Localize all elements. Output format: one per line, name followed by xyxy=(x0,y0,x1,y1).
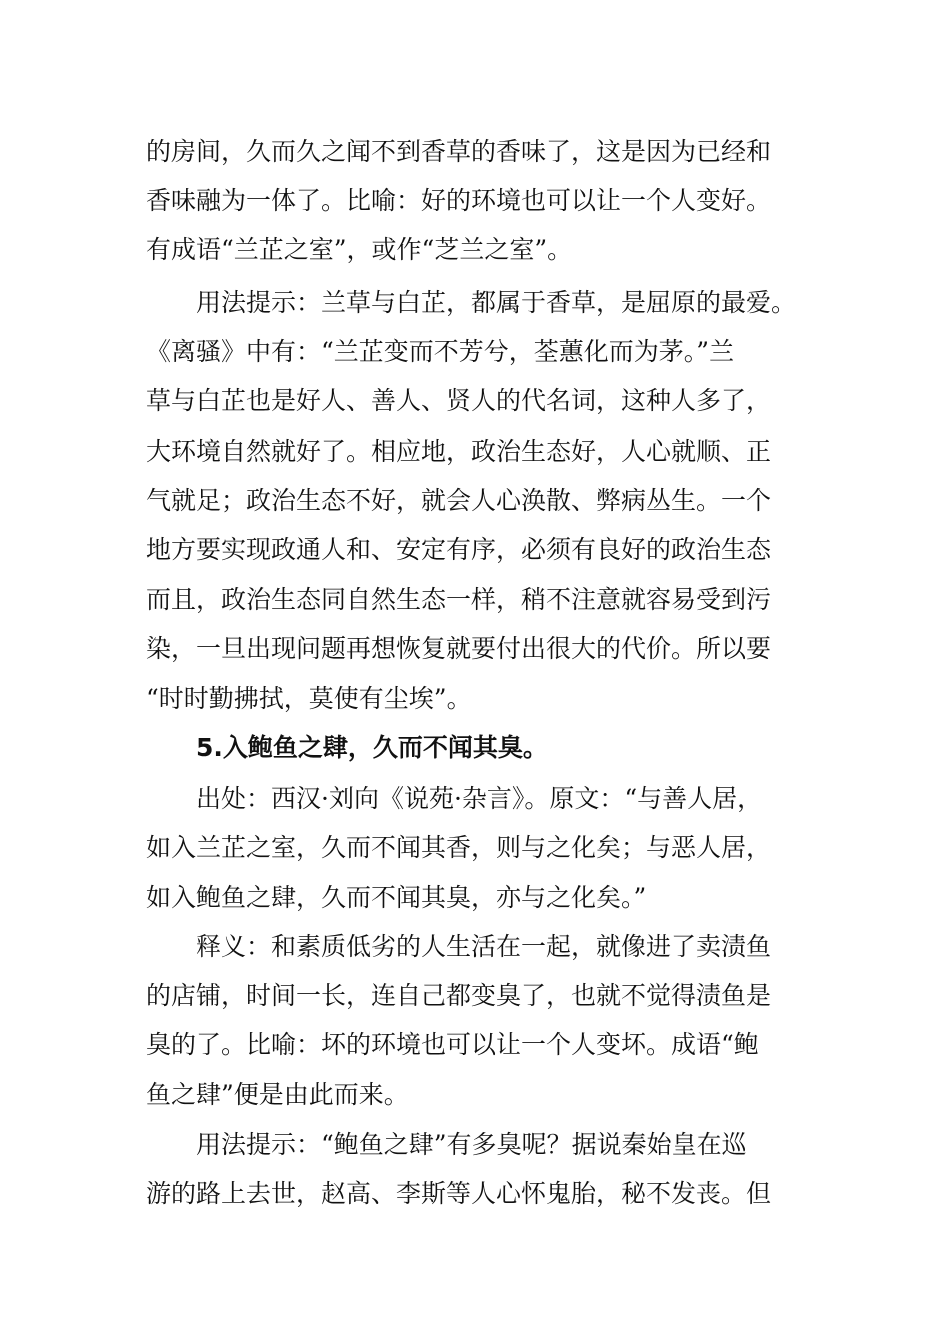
text-line: 如入鲍鱼之肆，久而不闻其臭，亦与之化矣。” xyxy=(146,883,647,912)
text-line: 游的路上去世，赵高、李斯等人心怀鬼胎，秘不发丧。但 xyxy=(146,1179,772,1208)
text-line: 如入兰芷之室，久而不闻其香，则与之化矣；与恶人居， xyxy=(146,833,772,862)
text-line: 的店铺，时间一长，连自己都变臭了，也就不觉得渍鱼是 xyxy=(146,981,772,1010)
text-line: “时时勤拂拭，莫使有尘埃”。 xyxy=(146,684,472,713)
text-line: 染，一旦出现问题再想恢复就要付出很大的代价。所以要 xyxy=(146,634,772,663)
text-line: 草与白芷也是好人、善人、贤人的代名词，这种人多了， xyxy=(146,386,772,415)
text-line: 而且，政治生态同自然生态一样，稍不注意就容易受到污 xyxy=(146,585,772,614)
text-line: 《离骚》中有：“兰芷变而不芳兮，荃蕙化而为茅。”兰 xyxy=(146,337,735,366)
text-line: 臭的了。比喻：坏的环境也可以让一个人变坏。成语“鲍 xyxy=(146,1030,759,1059)
paragraph-start-line: 用法提示：“鲍鱼之肆”有多臭呢？据说秦始皇在巡 xyxy=(196,1130,747,1159)
section-heading: 5.入鲍鱼之肆，久而不闻其臭。 xyxy=(196,733,548,762)
paragraph-start-line: 出处：西汉·刘向《说苑·杂言》。原文：“与善人居， xyxy=(196,784,763,813)
text-line: 大环境自然就好了。相应地，政治生态好，人心就顺、正 xyxy=(146,437,772,466)
paragraph-start-line: 用法提示：兰草与白芷，都属于香草，是屈原的最爱。 xyxy=(196,288,797,317)
text-line: 有成语“兰芷之室”，或作“芝兰之室”。 xyxy=(146,235,573,264)
text-line: 的房间，久而久之闻不到香草的香味了，这是因为已经和 xyxy=(146,137,772,166)
paragraph-start-line: 释义：和素质低劣的人生活在一起，就像进了卖渍鱼 xyxy=(196,932,772,961)
text-line: 地方要实现政通人和、安定有序，必须有良好的政治生态 xyxy=(146,535,772,564)
text-line: 气就足；政治生态不好，就会人心涣散、弊病丛生。一个 xyxy=(146,486,772,515)
text-line: 香味融为一体了。比喻：好的环境也可以让一个人变好。 xyxy=(146,186,772,215)
text-line: 鱼之肆”便是由此而来。 xyxy=(146,1080,409,1109)
